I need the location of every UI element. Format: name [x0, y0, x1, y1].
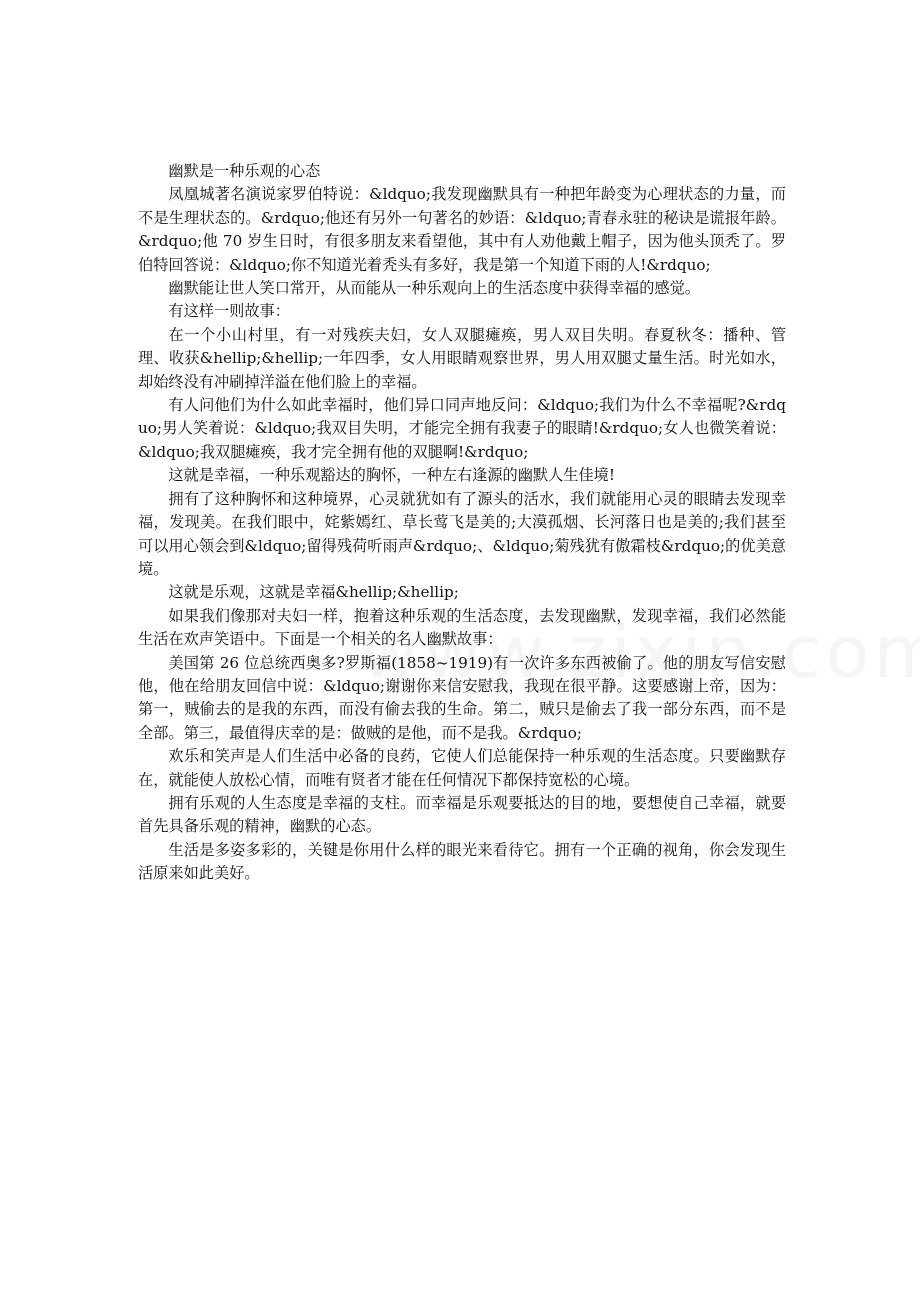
paragraph-12: 拥有乐观的人生态度是幸福的支柱。而幸福是乐观要抵达的目的地，要想使自己幸福，就要首先具备乐观的精神，幽默的心态。 [138, 793, 786, 836]
article-title: 幽默是一种乐观的心态 [168, 162, 321, 180]
paragraph-11: 欢乐和笑声是人们生活中必备的良药，它使人们总能保持一种乐观的生活态度。只要幽默存在，就能使人放松心情，而唯有贤者才能在任何情况下都保持宽松的心境。 [138, 747, 786, 789]
paragraph-4: 在一个小山村里，有一对残疾夫妇，女人双腿瘫痪，男人双目失明。春夏秋冬：播种、管理、收获&hellip;&hellip;一年四季，女人用眼睛观察世界，男人用双腿丈量生活。时光如水，却始终没有冲刷掉洋溢在他们脸上的幸福。 [138, 325, 786, 391]
paragraph-1: 凤凰城著名演说家罗伯特说：&ldquo;我发现幽默具有一种把年龄变为心理状态的力量，而不是生理状态的。&rdquo;他还有另外一句著名的妙语：&ldquo;青春永驻的秘诀是谎报年龄。&rdquo;他 70 岁生日时，有很多朋友来看望他，其中有人劝他戴上帽子，因为他头顶秃了。罗伯特回答说：&ldquo;你不知道光着秃头有多好，我是第一个知道下雨的人!&rdquo; [138, 185, 786, 274]
paragraph-10: 美国第 26 位总统西奥多?罗斯福(1858~1919)有一次许多东西被偷了。他的朋友写信安慰他，他在给朋友回信中说：&ldquo;谢谢你来信安慰我，我现在很平静。这要感谢上帝，因为：第一，贼偷去的是我的东西，而没有偷去我的生命。第二，贼只是偷去了我一部分东西，而不是全部。第三，最值得庆幸的是：做贼的是他，而不是我。&rdquo; [138, 653, 786, 742]
paragraph-3: 有这样一则故事： [168, 302, 290, 321]
paragraph-7: 拥有了这种胸怀和这种境界，心灵就犹如有了源头的活水，我们就能用心灵的眼睛去发现幸福，发现美。在我们眼中，姹紫嫣红、草长莺飞是美的;大漠孤烟、长河落日也是美的;我们甚至可以用心领会到&ldquo;留得残荷听雨声&rdquo;、&ldquo;菊残犹有傲霜枝&rdquo;的优美意境。 [138, 489, 786, 578]
article-body [138, 160, 786, 886]
paragraph-5: 有人问他们为什么如此幸福时，他们异口同声地反问：&ldquo;我们为什么不幸福呢?&rdquo;男人笑着说：&ldquo;我双目失明，才能完全拥有我妻子的眼睛!&rdquo;女人也微笑着说：&ldquo;我双腿瘫痪，我才完全拥有他的双腿啊!&rdquo; [138, 396, 786, 461]
paragraph-8: 这就是乐观，这就是幸福&hellip;&hellip; [168, 583, 459, 602]
paragraph-6: 这就是幸福，一种乐观豁达的胸怀，一种左右逢源的幽默人生佳境! [168, 466, 615, 485]
paragraph-9: 如果我们像那对夫妇一样，抱着这种乐观的生活态度，去发现幽默，发现幸福，我们必然能生活在欢声笑语中。下面是一个相关的名人幽默故事： [138, 606, 786, 649]
paragraph-2: 幽默能让世人笑口常开，从而能从一种乐观向上的生活态度中获得幸福的感觉。 [168, 279, 700, 298]
paragraph-13: 生活是多姿多彩的，关键是你用什么样的眼光来看待它。拥有一个正确的视角，你会发现生活原来如此美好。 [138, 840, 786, 883]
